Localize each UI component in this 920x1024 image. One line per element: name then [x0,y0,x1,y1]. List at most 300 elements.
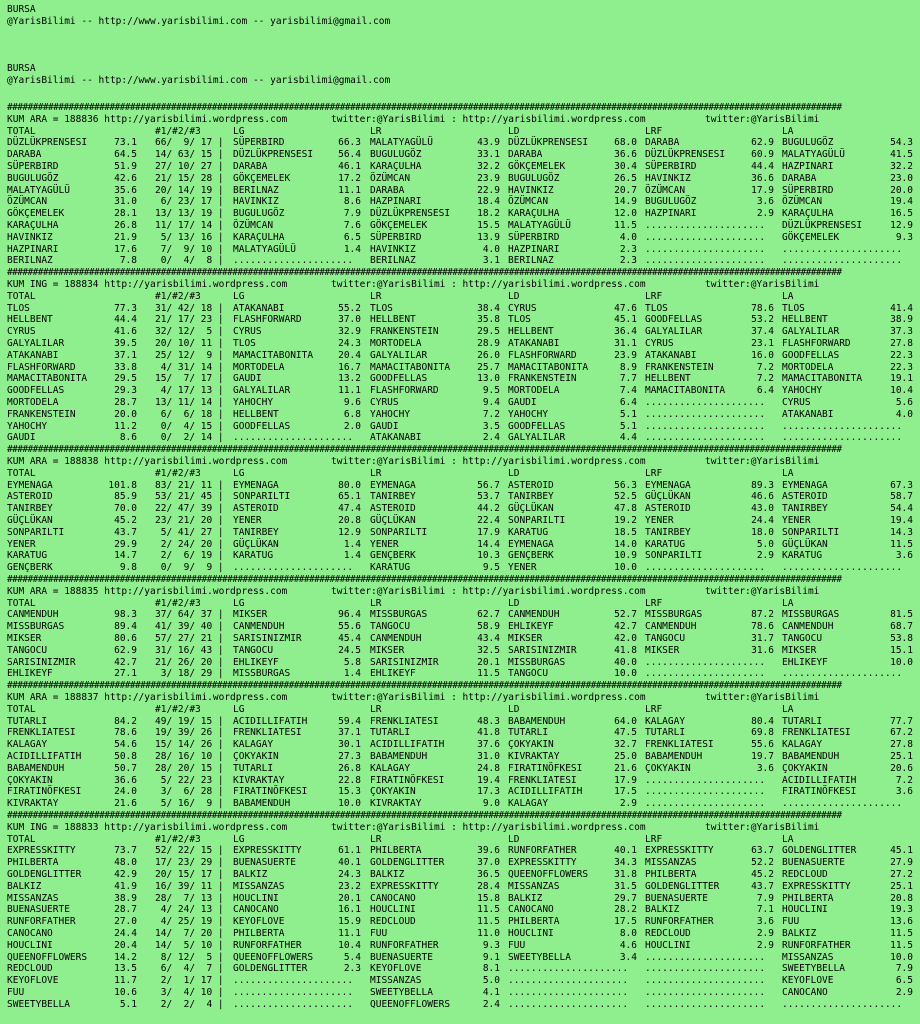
score-value: 66.3 [338,137,361,149]
score-value: 24.3 [338,338,361,349]
horse-name: DARABA [233,161,268,172]
score-value: 19.2 [614,515,637,526]
horse-name: ..................... [645,420,766,432]
table-row [0,562,920,574]
horse-name: RUNFORFATHER [645,916,714,928]
score-value: 8.9 [619,361,637,373]
table-row [0,362,920,374]
table-row [0,657,920,669]
score-value: 68.7 [890,621,913,633]
score-value: 80.4 [751,715,774,727]
score-value: 22.3 [890,361,913,373]
horse-name: ACIDILLIFATIH [233,715,308,727]
horse-name: TUTARLI [370,727,411,739]
horse-name: MORTODELA [7,397,59,408]
horse-name: BERILNAZ [233,184,279,196]
horse-name: EYMENAGA [782,479,828,491]
horse-name: YAHOCHY [508,408,549,420]
table-row [0,314,920,326]
place-counts: 4/ 24/ 13 | [155,904,224,916]
horse-name: ..................... [233,987,354,998]
score-value: 5.8 [343,656,361,668]
horse-name: FRENKLIATESI [645,739,714,751]
horse-name: YENER [782,515,811,526]
score-value: 3.6 [895,786,913,798]
place-counts: 22/ 47/ 39 | [155,503,224,515]
score-value: 10.4 [890,385,913,397]
horse-name: FUU [370,928,388,939]
score-value: 38.9 [890,314,913,326]
horse-name: CYRUS [233,326,262,338]
horse-name: ASTEROID [782,491,828,503]
score-value: 37.0 [477,857,500,869]
score-value: 37.3 [890,326,913,338]
score-value: 25.7 [477,361,500,373]
horse-name: TANGOCU [370,621,411,633]
score-value: 20.1 [477,656,500,668]
table-row [0,409,920,421]
score-value: 9.3 [895,231,913,243]
score-value: 38.4 [477,302,500,314]
total-score: 44.4 [114,314,137,326]
separator-line: ################################################################################################################################################################### [7,810,842,821]
table-row [0,999,920,1011]
score-value: 47.4 [338,503,361,515]
score-value: 34.3 [614,857,637,869]
horse-name: MIKSER [645,644,680,656]
place-counts: 4/ 31/ 14 | [155,361,224,373]
horse-name: TLOS [370,302,393,314]
horse-name: CANOCANO [7,928,53,939]
total-score: 77.3 [114,302,137,314]
horse-name: FLASHFORWARD [508,349,577,361]
horse-name: KARAÇULHA [233,231,285,243]
score-value: 5.4 [343,951,361,963]
horse-name: EHLIKEYF [233,656,279,668]
score-value: 23.9 [614,349,637,361]
table-row [0,893,920,905]
horse-name: KARAÇULHA [370,161,422,172]
horse-name: GAUDI [370,420,399,432]
horse-name: TANGOCU [508,668,549,680]
horse-name: BERILNAZ [7,255,53,267]
horse-name: TANIRBEY [7,503,53,515]
score-value: 26.0 [477,349,500,361]
header-title-repeat: BURSA [7,63,36,74]
table-row [0,244,920,256]
horse-name: ÇOKYAKIN [233,751,279,762]
total-score: 33.8 [114,361,137,373]
horse-name: DÜZLÜKPRENSESI [233,149,314,161]
horse-name: EXPRESSKITTY [782,880,851,892]
horse-name: BUGULUGÖZ [370,149,422,161]
score-value: 2.0 [343,420,361,432]
score-value: 47.8 [614,503,637,515]
horse-name: EXPRESSKITTY [645,845,714,857]
horse-name: GOODFELLAS [7,385,65,397]
horse-name: HAVINKIZ [233,196,279,208]
horse-name: REDCLOUD [370,916,416,928]
horse-name: QUEENOFFLOWERS [370,998,451,1010]
score-value: 1.4 [343,243,361,255]
race-twitter: twitter:@YarisBilimi : http://yarisbilimi.wordpress.com [331,585,646,597]
column-lrf: LRF [645,290,663,302]
score-value: 24.3 [338,869,361,880]
horse-name: HAZPINARI [508,243,560,255]
score-value: 2.9 [756,208,774,220]
total-score: 10.6 [114,987,137,998]
horse-name: BALKIZ [370,869,405,880]
horse-name: CANMENDUH [645,621,697,633]
column-ld: LD [508,597,520,609]
horse-name: CANMENDUH [7,609,59,621]
score-value: 14.3 [890,526,913,538]
horse-name: FRANKENSTEIN [370,326,439,338]
horse-name: GALYALILAR [7,338,65,349]
horse-name: MISSBURGAS [782,609,840,621]
place-counts: 25/ 12/ 9 | [155,349,224,361]
horse-name: GOLDENGLITTER [645,880,720,892]
column-total: TOTAL [7,467,36,479]
horse-name: ..................... [645,562,766,574]
horse-name: FLASHFORWARD [782,338,851,349]
horse-name: ÇOKYAKIN [782,762,828,774]
table-row [0,173,920,185]
column-header-line [0,468,920,480]
horse-name: RUNFORFATHER [782,939,851,951]
horse-name: PHILBERTA [370,845,422,857]
score-value: 5.1 [619,420,637,432]
score-value: 18.5 [614,526,637,538]
column-lr: LR [370,833,382,845]
score-value: 3.5 [482,420,500,432]
score-value: 40.0 [614,656,637,668]
horse-name: PHILBERTA [508,916,560,928]
horse-name: MALATYAGÜLÜ [782,149,845,161]
horse-name: FUU [7,987,25,998]
score-value: 58.9 [477,621,500,633]
horse-name: GOODFELLAS [782,349,840,361]
race-twitter-tail: twitter:@YarisBilimi [705,585,820,597]
horse-name: YAHOCHY [370,408,411,420]
score-value: 15.1 [890,644,913,656]
place-counts: 28/ 20/ 15 | [155,762,224,774]
score-value: 3.6 [756,196,774,208]
table-row [0,963,920,975]
place-counts: 17/ 23/ 29 | [155,857,224,869]
horse-name: ..................... [782,255,903,267]
column-places: #1/#2/#3 [155,833,201,845]
horse-name: GENÇBERK [7,562,53,574]
place-counts: 0/ 2/ 14 | [155,432,224,444]
horse-name: DARABA [645,137,680,149]
place-counts: 0/ 4/ 8 | [155,255,224,267]
horse-name: TUTARLI [645,727,686,739]
table-row [0,491,920,503]
score-value: 9.5 [482,385,500,397]
horse-name: ..................... [508,975,629,987]
score-value: 5.0 [482,975,500,987]
score-value: 48.3 [477,715,500,727]
place-counts: 6/ 6/ 18 | [155,408,224,420]
horse-name: GOLDENGLITTER [233,963,308,975]
column-ld: LD [508,833,520,845]
horse-name: KARAÇULHA [508,208,560,220]
score-value: 26.5 [614,172,637,184]
horse-name: BERILNAZ [508,255,554,267]
score-value: 31.5 [614,880,637,892]
score-value: 23.0 [890,172,913,184]
race-twitter-tail: twitter:@YarisBilimi [705,821,820,833]
place-counts: 4/ 25/ 19 | [155,916,224,928]
horse-name: SÜPERBIRD [508,231,560,243]
table-row [0,904,920,916]
column-lr: LR [370,467,382,479]
total-score: 45.2 [114,515,137,526]
race-title-line [0,586,920,598]
horse-name: GOODFELLAS [233,420,291,432]
score-value: 4.4 [619,432,637,444]
total-score: 41.9 [114,880,137,892]
score-value: 10.3 [477,550,500,562]
total-score: 80.6 [114,633,137,644]
table-row [0,373,920,385]
score-value: 41.4 [890,302,913,314]
score-value: 16.1 [338,904,361,916]
score-value: 58.7 [890,491,913,503]
score-value: 6.4 [756,385,774,397]
score-value: 6.5 [343,231,361,243]
table-row [0,161,920,173]
score-value: 43.4 [477,633,500,644]
total-score: 13.5 [114,963,137,975]
horse-name: EXPRESSKITTY [508,857,577,869]
table-row [0,668,920,680]
place-counts: 14/ 5/ 10 | [155,939,224,951]
horse-name: MIKSER [7,633,42,644]
horse-name: MIKSER [508,633,543,644]
horse-name: ..................... [233,562,354,574]
horse-name: BUGULUGÖZ [233,208,285,220]
horse-name: BUGULUGÖZ [645,196,697,208]
place-counts: 3/ 18/ 29 | [155,668,224,680]
column-la: LA [782,290,794,302]
horse-name: ASTEROID [370,503,416,515]
table-row [0,196,920,208]
score-value: 7.2 [482,408,500,420]
horse-name: TANGOCU [7,644,48,656]
horse-name: GOLDENGLITTER [7,869,82,880]
table-row [0,326,920,338]
place-counts: 14/ 7/ 20 | [155,928,224,939]
score-value: 37.1 [338,727,361,739]
horse-name: DARABA [7,149,42,161]
horse-name: FRENKLIATESI [782,727,851,739]
column-ld: LD [508,467,520,479]
separator-line: ################################################################################################################################################################### [7,102,842,113]
column-lg: LG [233,290,245,302]
score-value: 29.7 [614,892,637,904]
horse-name: ATAKANABI [233,302,285,314]
horse-name: GALYALILAR [233,385,291,397]
column-lrf: LRF [645,467,663,479]
column-total: TOTAL [7,290,36,302]
table-row [0,539,920,551]
score-value: 68.0 [614,137,637,149]
score-value: 12.9 [890,220,913,231]
horse-name: GÖKÇEMELEK [7,208,65,220]
horse-name: MORTODELA [508,385,560,397]
horse-name: GÜÇLÜKAN [645,491,691,503]
score-value: 2.3 [619,243,637,255]
total-score: 28.7 [114,397,137,408]
race-twitter: twitter:@YarisBilimi : http://yarisbilimi.wordpress.com [331,821,646,833]
score-value: 52.2 [751,857,774,869]
horse-name: TLOS [233,338,256,349]
table-row [0,798,920,810]
score-value: 78.6 [751,302,774,314]
horse-name: KARATUG [508,526,549,538]
total-score: 5.1 [119,998,137,1010]
horse-name: KALAGAY [7,739,48,751]
score-value: 5.1 [619,408,637,420]
race-twitter: twitter:@YarisBilimi : http://yarisbilimi.wordpress.com [331,456,646,467]
race-twitter-tail: twitter:@YarisBilimi [705,113,820,125]
score-value: 6.4 [619,397,637,408]
horse-name: BUENASUERTE [233,857,296,869]
score-value: 81.5 [890,609,913,621]
horse-name: ..................... [645,963,766,975]
score-value: 17.9 [477,526,500,538]
header-title: BURSA [7,4,36,15]
score-value: 13.9 [477,231,500,243]
score-value: 36.4 [614,326,637,338]
horse-name: ACIDILLIFATIH [370,739,445,751]
total-score: 64.5 [114,149,137,161]
horse-name: KARAÇULHA [7,220,59,231]
horse-name: SWEETYBELLA [782,963,845,975]
horse-name: YENER [370,538,399,550]
horse-name: BALKIZ [233,869,268,880]
place-counts: 57/ 27/ 21 | [155,633,224,644]
horse-name: YAHOCHY [7,420,48,432]
score-value: 4.0 [619,231,637,243]
score-value: 19.3 [890,904,913,916]
horse-name: HAZPINARI [782,161,834,172]
score-value: 52.7 [614,609,637,621]
horse-name: MAMACITABONITA [233,349,314,361]
horse-name: ..................... [645,255,766,267]
place-counts: 49/ 19/ 15 | [155,715,224,727]
score-value: 53.8 [890,633,913,644]
score-value: 20.4 [338,349,361,361]
score-value: 14.0 [614,538,637,550]
column-lr: LR [370,597,382,609]
score-value: 46.1 [338,161,361,172]
column-places: #1/#2/#3 [155,703,201,715]
horse-name: ..................... [782,243,903,255]
score-value: 2.9 [895,987,913,998]
place-counts: 21/ 26/ 20 | [155,656,224,668]
score-value: 17.9 [614,774,637,786]
score-value: 9.1 [482,951,500,963]
score-value: 20.0 [890,184,913,196]
table-row [0,338,920,350]
horse-name: FIRATINÖFKESI [782,786,857,798]
horse-name: REDCLOUD [645,928,691,939]
race-title-line [0,822,920,834]
horse-name: GAUDI [233,373,262,385]
horse-name: MAMACITABONITA [782,373,863,385]
table-row [0,432,920,444]
score-value: 1.4 [343,668,361,680]
horse-name: GÜÇLÜKAN [233,538,279,550]
horse-name: DÜZLÜKPRENSESI [7,137,88,149]
column-places: #1/#2/#3 [155,597,201,609]
horse-name: ASTEROID [233,503,279,515]
score-value: 13.2 [338,373,361,385]
total-score: 50.8 [114,751,137,762]
total-score: 70.0 [114,503,137,515]
score-value: 11.5 [890,538,913,550]
horse-name: KARATUG [370,562,411,574]
horse-name: FRENKLIATESI [370,715,439,727]
score-value: 3.1 [482,255,500,267]
place-counts: 16/ 39/ 11 | [155,880,224,892]
table-row [0,515,920,527]
column-total: TOTAL [7,703,36,715]
horse-name: SONPARILTI [7,526,65,538]
score-value: 35.8 [477,314,500,326]
horse-name: MAMACITABONITA [7,373,88,385]
horse-name: MISSBURGAS [508,656,566,668]
score-value: 7.1 [756,904,774,916]
horse-name: FLASHFORWARD [7,361,76,373]
horse-name: BABAMENDUH [233,798,291,810]
horse-name: TANIRBEY [645,526,691,538]
horse-name: EYMENAGA [508,538,554,550]
horse-name: ..................... [645,975,766,987]
horse-name: MALATYAGÜLÜ [233,243,296,255]
horse-name: ACIDILLIFATIH [508,786,583,798]
horse-name: TLOS [508,314,531,326]
score-value: 9.4 [482,397,500,408]
horse-name: ÇOKYAKIN [7,774,53,786]
horse-name: YENER [508,562,537,574]
score-value: 30.1 [338,739,361,751]
score-value: 40.1 [338,857,361,869]
horse-name: KALAGAY [508,798,549,810]
score-value: 17.2 [338,172,361,184]
horse-name: BABAMENDUH [782,751,840,762]
horse-name: REDCLOUD [7,963,53,975]
total-score: 14.2 [114,951,137,963]
horse-name: GOODFELLAS [508,420,566,432]
horse-name: PHILBERTA [645,869,697,880]
score-value: 19.1 [890,373,913,385]
horse-name: KALAGAY [370,762,411,774]
total-score: 24.0 [114,786,137,798]
horse-name: EHLIKEYF [782,656,828,668]
horse-name: FIRATINÖFKESI [508,762,583,774]
score-value: 41.8 [614,644,637,656]
race-twitter-tail: twitter:@YarisBilimi [705,279,820,290]
score-value: 7.7 [619,373,637,385]
horse-name: FLASHFORWARD [233,314,302,326]
score-value: 9.6 [343,397,361,408]
score-value: 5.0 [756,538,774,550]
horse-name: KEYOFLOVE [370,963,422,975]
